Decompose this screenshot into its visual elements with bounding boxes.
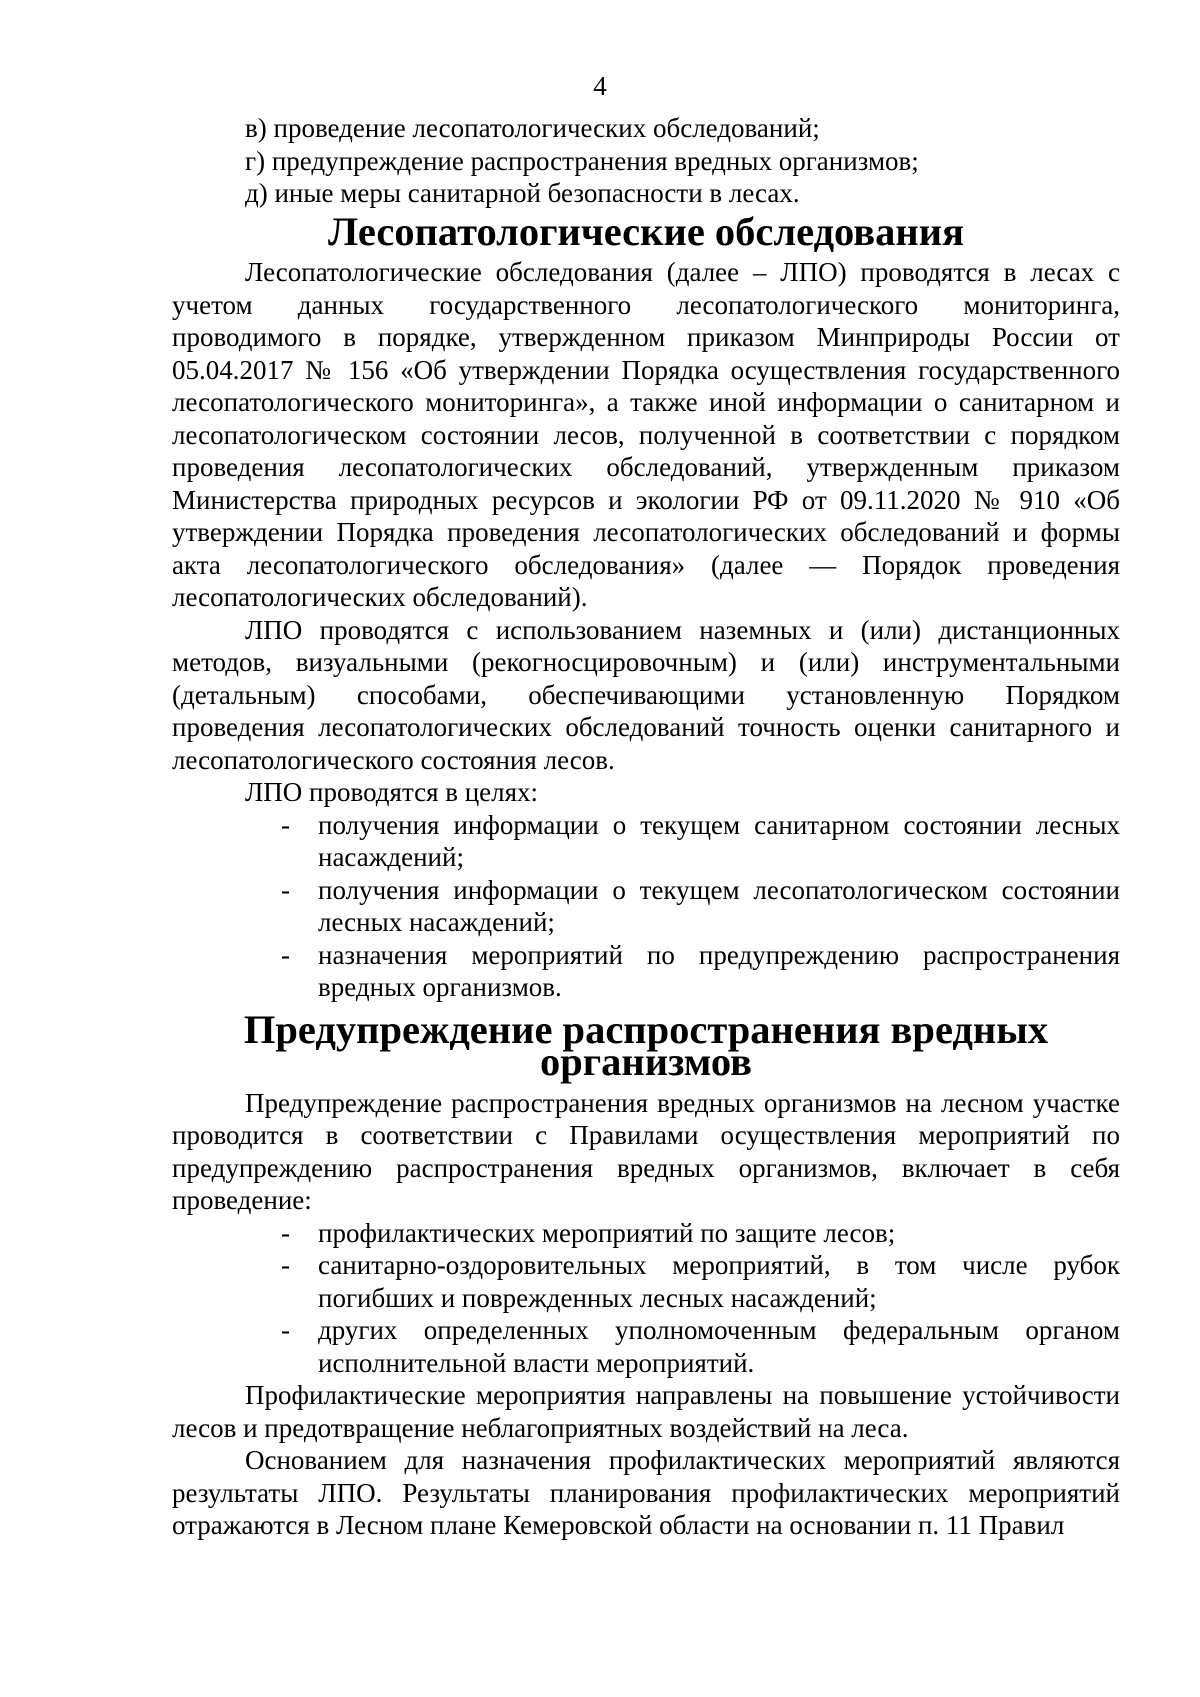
list-item [281, 1249, 1120, 1314]
dash-marker: - [281, 1217, 290, 1248]
dash-marker: - [281, 1315, 290, 1345]
list-item-text: санитарно-оздоровительных мероприятий, в том числе рубок погибших и поврежденных лесных насаждений; [318, 1250, 1120, 1313]
page-number: 4 [593, 71, 607, 101]
dash-marker: - [281, 809, 290, 840]
paragraph: Основанием для назначения профилактических мероприятий являются результаты ЛПО. Результаты планирования профилактических мероприятий отражаются в Лесном плане Кемеровской области на основании п. 11 Правил [172, 1445, 1120, 1540]
list-item-text: других определенных уполномоченным федеральным органом исполнительной власти мероприятий. [318, 1315, 1120, 1378]
list-item [281, 1217, 1120, 1250]
list-item-g: г) предупреждение распространения вредных организмов; [245, 145, 919, 176]
measures-list [172, 1217, 1120, 1380]
paragraph: Предупреждение распространения вредных организмов на лесном участке проводится в соответствии с Правилами осуществления мероприятий по предупреждению распространения вредных организмов, включает в себя проведение: [172, 1087, 1120, 1215]
page-content [172, 112, 1120, 1542]
list-item [281, 874, 1120, 939]
list-item [281, 809, 1120, 874]
dash-marker: - [281, 1250, 290, 1280]
list-item-text: профилактических мероприятий по защите лесов; [318, 1217, 896, 1248]
paragraph: ЛПО проводятся с использованием наземных и (или) дистанционных методов, визуальными (рекогносцировочным) и (или) инструментальными (детальным) способами, обеспечивающими установленную Порядком проведения лесопатологических обследований точность оценки санитарного и лесопатологического состояния лесов. [172, 614, 1120, 775]
list-item-d: д) иные меры санитарной безопасности в лесах. [245, 178, 800, 208]
paragraph: ЛПО проводятся в целях: [245, 777, 539, 807]
list-item [281, 1314, 1120, 1379]
list-item-v: в) проведение лесопатологических обследований; [245, 113, 820, 143]
dash-marker: - [281, 939, 290, 970]
goals-list [172, 809, 1120, 1004]
list-item [281, 939, 1120, 1004]
dash-marker: - [281, 874, 290, 905]
list-item-text: получения информации о текущем лесопатологическом состоянии лесных насаждений; [318, 874, 1120, 937]
paragraph: Профилактические мероприятия направлены на повышение устойчивости лесов и предотвращение неблагоприятных воздействий на леса. [172, 1380, 1120, 1443]
list-item-text: получения информации о текущем санитарном состоянии лесных насаждений; [318, 809, 1120, 872]
list-item-text: назначения мероприятий по предупреждению распространения вредных организмов. [318, 939, 1120, 1002]
section-heading-lpo: Лесопатологические обследования [327, 208, 965, 254]
paragraph: Лесопатологические обследования (далее – ЛПО) проводятся в лесах с учетом данных государственного лесопатологического мониторинга, проводимого в порядке, утвержденном приказом Минприроды России от 05.04.2017 № 156 «Об утверждении Порядка осуществления государственного лесопатологического мониторинга», а также иной информации о санитарном и лесопатологическом состоянии лесов, полученной в соответствии с порядком проведения лесопатологических обследований, утвержденным приказом Министерства природных ресурсов и экологии РФ от 09.11.2020 № 910 «Об утверждении Порядка проведения лесопатологических обследований и формы акта лесопатологического обследования» (далее — Порядок проведения лесопатологических обследований). [172, 257, 1120, 612]
section-heading-pests: Предупреждение распространения вредных организмов [243, 1006, 1049, 1084]
